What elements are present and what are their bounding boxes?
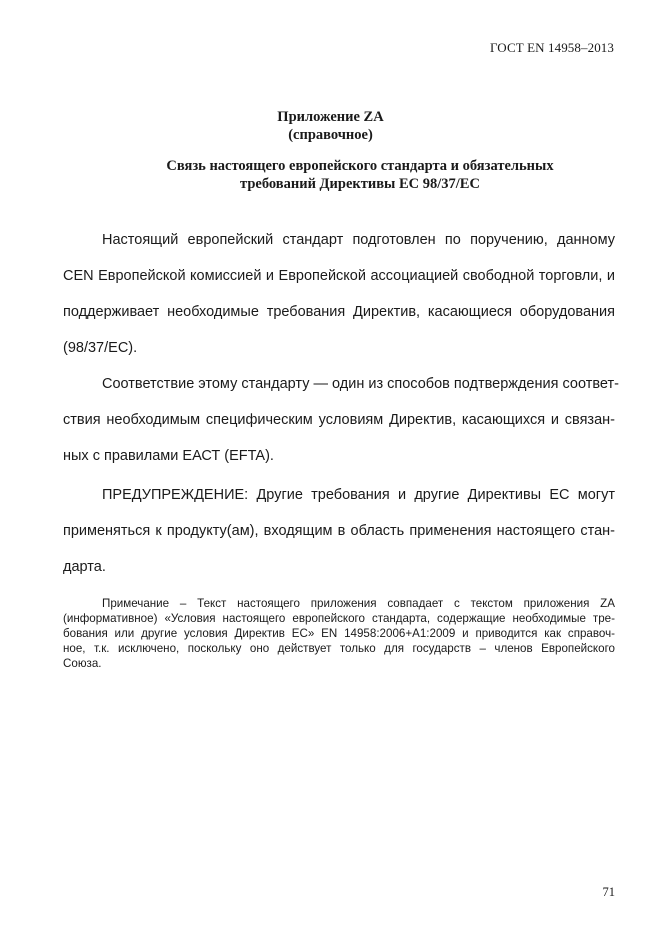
appendix-subtitle: (справочное) — [288, 127, 373, 143]
note-line: Примечание – Текст настоящего приложения совпадает с текстом приложения ZA — [102, 597, 615, 610]
section-heading-line: требований Директивы ЕС 98/37/ЕС — [240, 176, 480, 192]
paragraph-line: применяться к продукту(ам), входящим в область применения настоящего стан- — [63, 523, 615, 539]
paragraph-1 — [63, 231, 615, 375]
paragraph-line: (98/37/ЕС). — [63, 340, 138, 356]
paragraph-2 — [63, 375, 619, 483]
standard-code: ГОСТ EN 14958–2013 — [490, 40, 614, 55]
paragraph-3-warning — [63, 486, 615, 594]
note-line: бования или другие условия Директив ЕС» EN 14958:2006+A1:2009 и приводится как справоч- — [63, 627, 615, 640]
paragraph-line: поддерживает необходимые требования Директив, касающиеся оборудования — [63, 304, 615, 320]
paragraph-line: Соответствие этому стандарту — один из способов подтверждения соответ- — [102, 376, 619, 392]
note-line: Союза. — [63, 657, 102, 670]
paragraph-line: ПРЕДУПРЕЖДЕНИЕ: Другие требования и другие Директивы ЕС могут — [102, 487, 615, 503]
paragraph-line: ствия необходимым специфическим условиям Директив, касающихся и связан- — [63, 412, 615, 428]
paragraph-line: CEN Европейской комиссией и Европейской ассоциацией свободной торговли, и — [63, 268, 615, 284]
page-number: 71 — [602, 885, 615, 899]
note-line: ное, т.к. исключено, поскольку оно действует только для государств – членов Европейского — [63, 642, 615, 655]
note-line: (информативное) «Условия настоящего европейского стандарта, содержащие необходимые тре- — [63, 612, 615, 625]
section-heading-line: Связь настоящего европейского стандарта и обязательных — [166, 158, 554, 174]
paragraph-line: ных с правилами ЕАСТ (EFTA). — [63, 448, 274, 464]
section-heading — [80, 157, 640, 193]
paragraph-line: Настоящий европейский стандарт подготовлен по поручению, данному — [102, 232, 615, 248]
appendix-title: Приложение ZA — [277, 109, 384, 125]
note — [63, 596, 615, 671]
paragraph-line: дарта. — [63, 559, 106, 575]
